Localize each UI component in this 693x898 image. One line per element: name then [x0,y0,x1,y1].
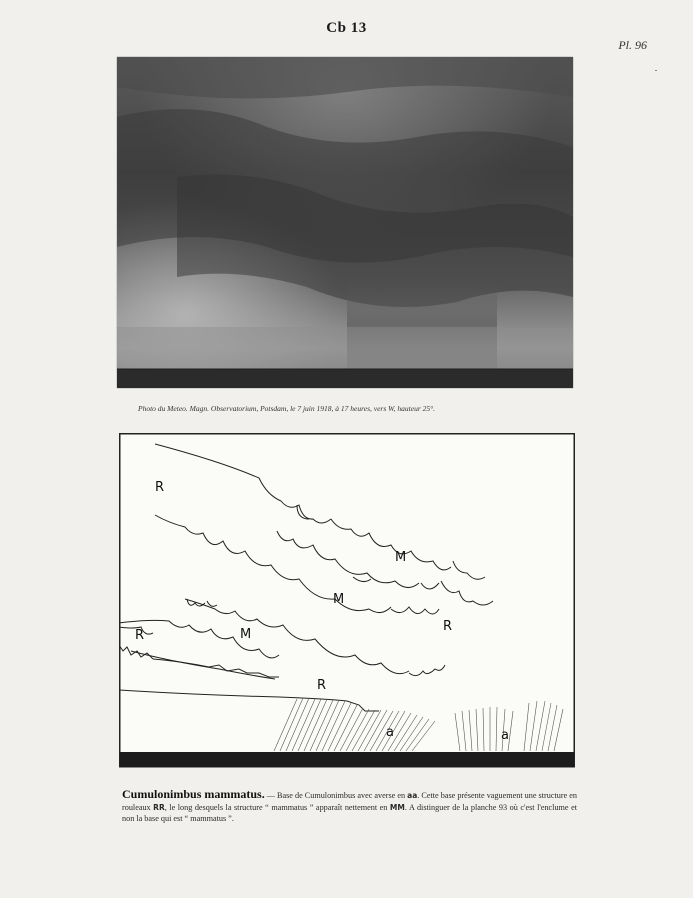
caption-text: . A distinguer de la planche 93 où c'est l'enclume et non la base qui est “ mammatus ”. [122,802,577,823]
caption-mark-mm: MM [389,802,405,812]
caption-mark-rr: RR [153,802,165,812]
label-m: M [240,627,252,642]
caption-title: Cumulonimbus mammatus. [122,787,265,801]
label-r: R [317,678,327,693]
cloud-sketch-diagram [119,433,575,768]
caption-text: — Base de Cumulonimbus avec averse en [264,791,408,800]
plate-code: Cb 13 [326,20,367,36]
cloud-photograph [117,57,573,388]
label-r: R [155,480,165,495]
label-a: a [501,728,509,743]
label-r: R [443,619,453,634]
label-a: a [386,725,394,740]
plate-caption [122,789,577,825]
caption-text: . Cette base présente vaguement une structure en rouleaux [122,791,577,812]
photo-credit: Photo du Meteo. Magn. Observatorium, Potsdam, le 7 juin 1918, à 17 heures, vers W, hauteur 25°. [138,404,435,413]
page-speck [655,70,657,71]
label-r: R [135,628,145,643]
caption-mark-aa: aa [407,791,418,800]
label-m: M [333,592,345,607]
label-m: M [395,550,407,565]
caption-text: , le long desquels la structure “ mammatus ” apparaît nettement en [164,802,390,812]
plate-number: Pl. 96 [618,38,647,52]
